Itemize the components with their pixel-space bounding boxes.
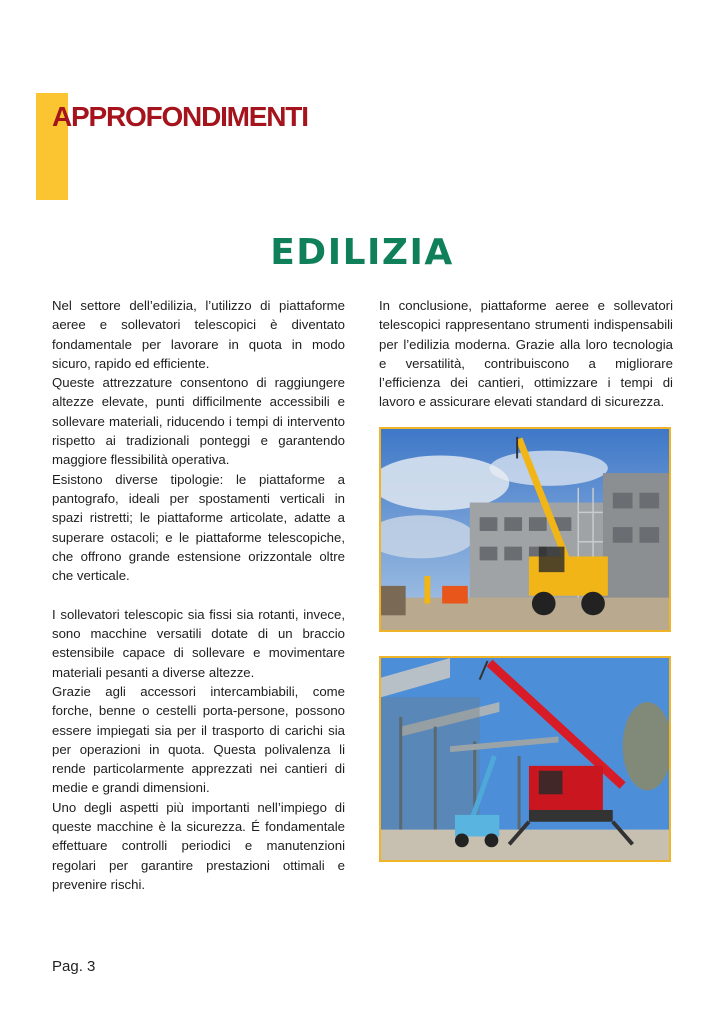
right-column	[379, 296, 673, 412]
paragraph: Esistono diverse tipologie: le piattaforme a pantografo, ideali per spostamenti verticali in spazi ristretti; le piattaforme articolate, adatte a superare ostacoli; e le piattaforme telescopiche, che offrono grande estensione orizzontale oltre che verticale.	[52, 471, 345, 584]
page-number: Pag. 3	[52, 958, 96, 975]
page-title: EDILIZIA	[270, 232, 454, 273]
paragraph: In conclusione, piattaforme aeree e sollevatori telescopici rappresentano strumenti indispensabili per l’edilizia moderna. Grazie alla loro tecnologia e versatilità, contribuiscono a migliorare l’efficienza dei cantieri, ottimizzare i tempi di lavoro e assicurare elevati standard di sicurezza.	[379, 298, 673, 410]
paragraph: Grazie agli accessori intercambiabili, come forche, benne o cestelli porta-persone, possono essere impiegati sia per il trasporto di carichi sia per operazioni in quota. Questa polivalenza li rende particolarmente apprezzati nei cantieri di medie e grandi dimensioni.	[52, 683, 345, 796]
left-column	[52, 296, 345, 894]
telehandler-photo	[379, 656, 671, 862]
construction-site-photo	[379, 427, 671, 632]
section-heading: APPROFONDIMENTI	[52, 101, 308, 132]
paragraph: Nel settore dell’edilizia, l’utilizzo di piattaforme aeree e sollevatori telescopici è diventato fondamentale per lavorare in quota in modo sicuro, rapido ed efficiente.	[52, 298, 345, 371]
paragraph: I sollevatori telescopic sia fissi sia rotanti, invece, sono macchine versatili dotate di un braccio estensibile capace di sollevare e movimentare materiali pesanti a diverse altezze.	[52, 606, 345, 680]
paragraph: Uno degli aspetti più importanti nell’impiego di queste macchine è la sicurezza. É fondamentale effettuare controlli periodici e manutenzioni regolari per garantire prestazioni ottimali e prevenire rischi.	[52, 799, 345, 892]
paragraph: Queste attrezzature consentono di raggiungere altezze elevate, punti difficilmente accessibili e sollevare materiali, riducendo i tempi di intervento rispetto ai tradizionali ponteggi e garantendo maggiore flessibilità operativa.	[52, 375, 345, 468]
